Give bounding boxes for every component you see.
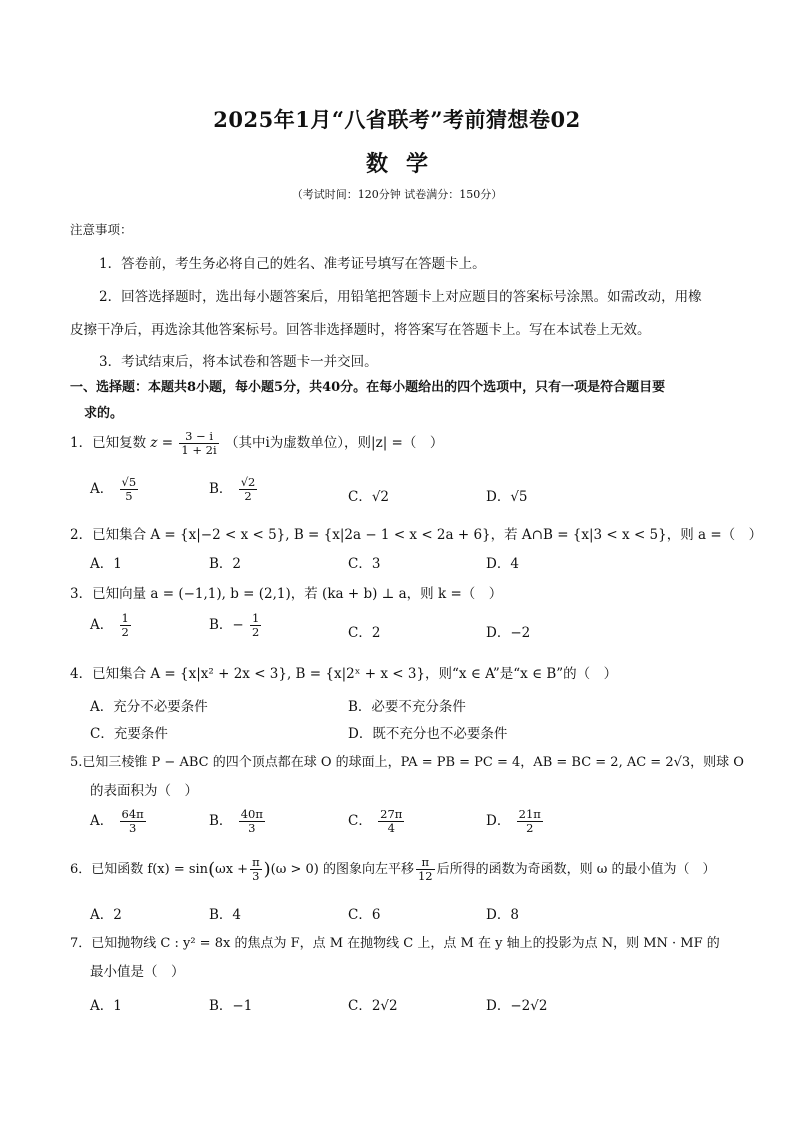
q1-suffix: （其中i为虚数单位），则|z| =（ ） bbox=[224, 435, 444, 452]
q5-a-label: A． bbox=[90, 813, 114, 830]
q5-c-label: C． bbox=[348, 813, 372, 830]
q3-b-frac bbox=[250, 612, 261, 639]
q1-option-d: D．√5 bbox=[486, 489, 528, 505]
q1-a-num: √5 bbox=[121, 475, 137, 489]
q6-option-b: B．4 bbox=[209, 907, 242, 923]
q1-option-b bbox=[209, 476, 259, 503]
q1-option-c: C．√2 bbox=[348, 489, 390, 505]
exam-info: （考试时间：120分钟 试卷满分：150分） bbox=[291, 188, 503, 201]
q6-option-a: A．2 bbox=[90, 907, 122, 923]
q4-option-b: B．必要不充分条件 bbox=[348, 699, 466, 715]
q5-d-frac bbox=[517, 808, 543, 835]
q5-b-den: 3 bbox=[248, 821, 256, 836]
q1-a-den: 5 bbox=[125, 489, 133, 504]
q3-a-num: 1 bbox=[121, 611, 129, 625]
q6-inner-frac bbox=[250, 856, 262, 883]
q6-inner-den: 3 bbox=[252, 869, 260, 884]
section-heading-line-2: 求的。 bbox=[84, 406, 124, 421]
notice-item-1: 1．答卷前，考生务必将自己的姓名、准考证号填写在答题卡上。 bbox=[99, 256, 486, 272]
q3-a-den: 2 bbox=[121, 625, 129, 640]
q6-open-paren: ( bbox=[208, 859, 216, 881]
section-heading-line-1: 一、选择题：本题共8小题，每小题5分，共40分。在每小题给出的四个选项中，只有一项是符合题目要 bbox=[70, 380, 666, 395]
q1-z: z = bbox=[150, 435, 174, 452]
q4-option-d: D．既不充分也不必要条件 bbox=[348, 726, 508, 742]
q2-option-b: B．2 bbox=[209, 556, 242, 572]
q1-prefix: 1．已知复数 bbox=[70, 435, 147, 452]
q1-b-frac bbox=[239, 476, 258, 503]
q5-d-num: 21π bbox=[518, 807, 541, 821]
q5-b-num: 40π bbox=[240, 807, 263, 821]
q6-prefix: 6．已知函数 f(x) = sin bbox=[70, 862, 209, 878]
q3-option-a bbox=[90, 612, 133, 639]
notice-item-2-line-1: 2．回答选择题时，选出每小题答案后，用铅笔把答题卡上对应题目的答案标号涂黑。如需改动，用橡 bbox=[99, 289, 702, 305]
q3-option-c: C．2 bbox=[348, 625, 381, 641]
q3-b-label: B．− bbox=[209, 617, 244, 634]
question-5-line-1: 5.已知三棱锥 P − ABC 的四个顶点都在球 O 的球面上，PA = PB = PC = 4，AB = BC = 2, AC = 2√3，则球 O bbox=[70, 755, 744, 770]
question-2: 2．已知集合 A = {x|−2 < x < 5}, B = {x|2a − 1 < x < 2a + 6}，若 A∩B = {x|3 < x < 5}，则 a =（ ） bbox=[70, 527, 763, 543]
q1-frac-den: 1 + 2i bbox=[181, 443, 217, 458]
q5-d-den: 2 bbox=[526, 821, 534, 836]
q1-b-num: √2 bbox=[240, 475, 256, 489]
question-1 bbox=[70, 430, 443, 457]
notice-item-2-line-2: 皮擦干净后，再选涂其他答案标号。回答非选择题时，将答案写在答题卡上。写在本试卷上无效。 bbox=[70, 322, 651, 338]
notice-item-3: 3．考试结束后，将本试卷和答题卡一并交回。 bbox=[99, 354, 378, 370]
q2-option-c: C．3 bbox=[348, 556, 381, 572]
q6-shift-frac bbox=[416, 856, 435, 883]
q7-option-d: D．−2√2 bbox=[486, 998, 548, 1014]
q6-inner-pre: ωx + bbox=[215, 862, 249, 878]
q6-inner-num: π bbox=[252, 855, 260, 869]
q6-shift-num: π bbox=[416, 856, 435, 870]
q2-option-a: A．1 bbox=[90, 556, 122, 572]
notice-heading: 注意事项： bbox=[70, 222, 133, 237]
question-6 bbox=[70, 856, 715, 883]
q3-option-b bbox=[209, 612, 263, 639]
q5-b-label: B． bbox=[209, 813, 233, 830]
q1-fraction bbox=[179, 430, 218, 457]
question-5-line-2: 的表面积为（ ） bbox=[90, 783, 198, 799]
q3-option-d: D．−2 bbox=[486, 625, 531, 641]
question-7-line-1: 7．已知抛物线 C : y² = 8x 的焦点为 F，点 M 在抛物线 C 上，点 M 在 y 轴上的投影为点 N，则 MN · MF 的 bbox=[70, 936, 720, 951]
q7-option-c: C．2√2 bbox=[348, 998, 398, 1014]
q4-option-c: C．充要条件 bbox=[90, 726, 168, 742]
q1-b-den: 2 bbox=[244, 489, 252, 504]
q3-a-frac bbox=[120, 612, 131, 639]
question-7-line-2: 最小值是（ ） bbox=[90, 964, 185, 980]
q6-shift-den: 12 bbox=[417, 869, 433, 884]
q5-option-a bbox=[90, 808, 148, 835]
q5-b-frac bbox=[239, 808, 265, 835]
question-4: 4．已知集合 A = {x|x² + 2x < 3}, B = {x|2ˣ + x < 3}，则“x ∈ A”是“x ∈ B”的（ ） bbox=[70, 666, 618, 682]
q6-close-paren: ) bbox=[263, 859, 271, 881]
q5-a-frac bbox=[120, 808, 146, 835]
subject-title: 数学 bbox=[365, 151, 446, 177]
q5-option-d bbox=[486, 808, 545, 835]
exam-title: 2025年1月“八省联考”考前猜想卷02 bbox=[213, 107, 581, 132]
q5-option-c bbox=[348, 808, 406, 835]
q2-option-d: D．4 bbox=[486, 556, 519, 572]
q4-option-a: A．充分不必要条件 bbox=[90, 699, 208, 715]
q1-a-frac bbox=[120, 476, 139, 503]
q3-b-num: 1 bbox=[252, 611, 260, 625]
q7-option-a: A．1 bbox=[90, 998, 122, 1014]
q6-suffix: 后所得的函数为奇函数，则 ω 的最小值为（ ） bbox=[436, 862, 716, 878]
q5-option-b bbox=[209, 808, 267, 835]
q3-a-label: A． bbox=[90, 617, 114, 634]
q5-a-den: 3 bbox=[128, 821, 137, 836]
q6-option-c: C．6 bbox=[348, 907, 381, 923]
q6-mid: (ω > 0) 的图象向左平移 bbox=[270, 862, 414, 878]
question-3: 3．已知向量 a = (−1,1), b = (2,1)，若 (ka + b) ⊥ a，则 k =（ ） bbox=[70, 586, 503, 602]
q5-a-num: 64π bbox=[121, 807, 144, 821]
q5-c-num: 27π bbox=[380, 807, 403, 821]
q3-b-den: 2 bbox=[252, 625, 260, 640]
q5-c-den: 4 bbox=[387, 821, 395, 836]
q7-option-b: B．−1 bbox=[209, 998, 253, 1014]
q1-frac-num: 3 − i bbox=[179, 430, 218, 444]
q1-option-a bbox=[90, 476, 140, 503]
q1-a-label: A． bbox=[90, 481, 114, 498]
q6-option-d: D．8 bbox=[486, 907, 519, 923]
q5-d-label: D． bbox=[486, 813, 511, 830]
q1-b-label: B． bbox=[209, 481, 233, 498]
q5-c-frac bbox=[378, 808, 404, 835]
